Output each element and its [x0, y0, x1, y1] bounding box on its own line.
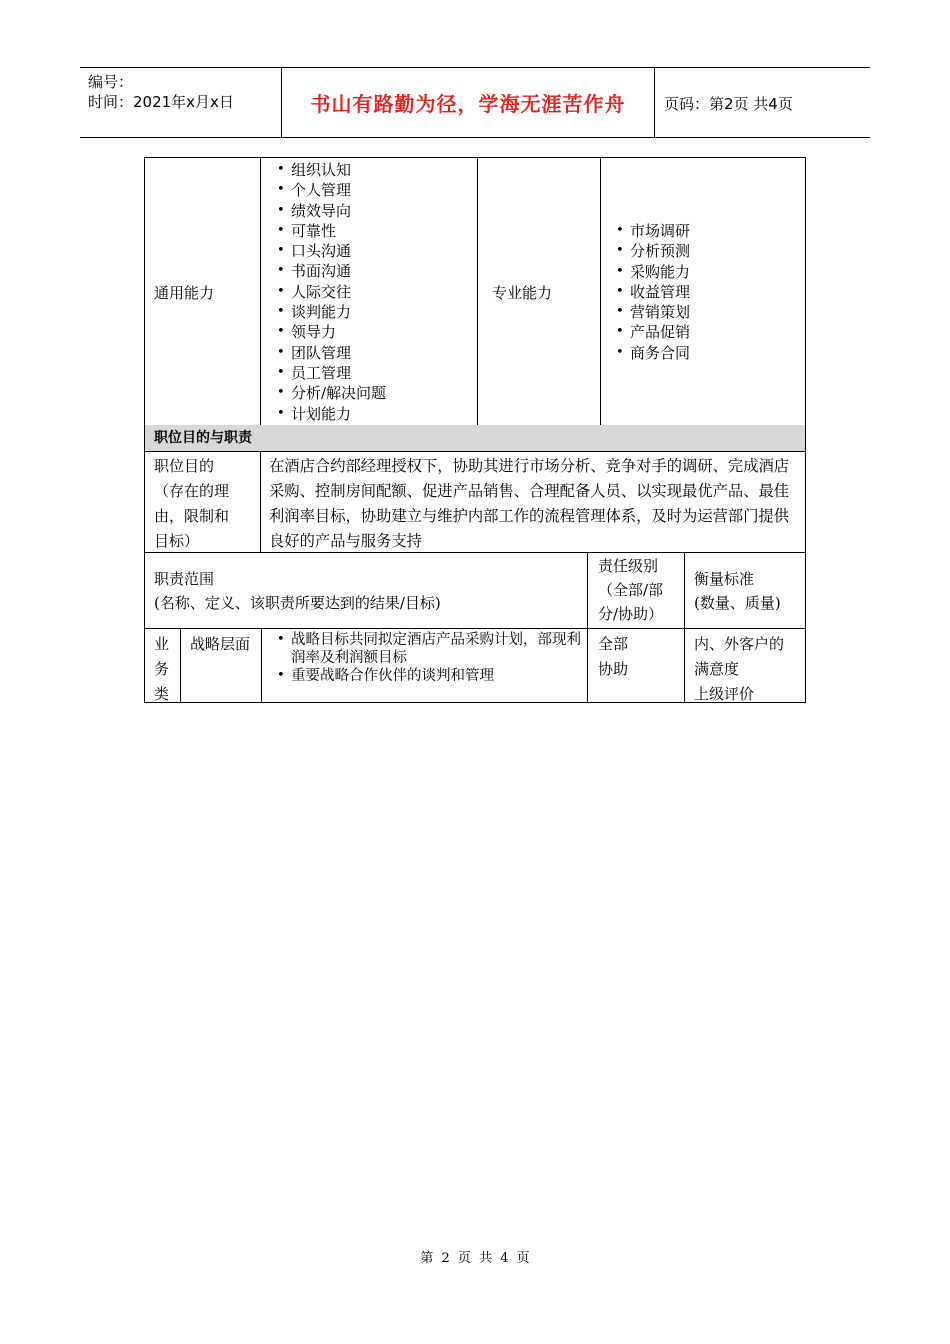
- responsibility-level-header: [588, 554, 684, 626]
- header-page-info: 页码：第2页 共4页: [664, 95, 793, 113]
- general-competency-item: • 计划能力: [275, 404, 386, 424]
- duty-item: • 战略目标共同拟定酒店产品采购计划，部现利润率及利润额目标: [275, 631, 585, 667]
- purpose-label-line: （存在的理: [154, 482, 230, 500]
- page-header: [80, 67, 870, 138]
- measure-standard-header: [694, 567, 781, 615]
- document-time-label: 时间：2021年x月x日: [88, 93, 234, 111]
- duty-measure: [694, 632, 784, 707]
- duty-measure-line: 上级评价: [694, 685, 755, 703]
- table-rule: [477, 158, 478, 425]
- professional-competency-item: • 市场调研: [614, 221, 690, 241]
- duty-scope-title: 职责范围: [154, 570, 215, 588]
- header-motto: 书山有路勤为径，学海无涯苦作舟: [310, 92, 626, 116]
- table-rule: [145, 628, 805, 629]
- table-rule: [600, 158, 601, 425]
- responsibility-level-line: （全部/部: [598, 581, 664, 599]
- page-footer: 第 2 页 共 4 页: [420, 1251, 530, 1266]
- general-competency-item: • 团队管理: [275, 343, 386, 363]
- duty-scope-header: [154, 567, 441, 615]
- header-meta: [88, 72, 234, 112]
- professional-competency-list: [614, 221, 690, 363]
- header-divider: [654, 68, 655, 137]
- job-description-table: [144, 157, 806, 703]
- general-competency-list: [275, 160, 386, 424]
- general-competency-item: • 可靠性: [275, 221, 386, 241]
- table-rule: [261, 628, 262, 703]
- professional-competency-item: • 商务合同: [614, 343, 690, 363]
- measure-standard-line: 衡量标准: [694, 570, 755, 588]
- general-competency-label: 通用能力: [154, 284, 215, 302]
- purpose-text: 在酒店合约部经理授权下，协助其进行市场分析、竞争对手的调研、完成酒店采购、控制房间配额、促进产品销售、合理配备人员、以实现最优产品、最佳利润率目标，协助建立与维护内部工作的流程管理体系，及时为运营部门提供良好的产品与服务支持: [269, 457, 790, 550]
- responsibility-level-line: 分/协助）: [598, 605, 664, 623]
- professional-competency-item: • 分析预测: [614, 241, 690, 261]
- professional-competency-item: • 采购能力: [614, 262, 690, 282]
- responsibility-level-line: 责任级别: [598, 557, 659, 575]
- duty-category-char: 务: [154, 660, 170, 678]
- professional-competency-item: • 收益管理: [614, 282, 690, 302]
- purpose-label-line: 职位目的: [154, 457, 215, 475]
- table-rule: [180, 628, 181, 703]
- duty-category: [154, 632, 169, 707]
- measure-standard-line: (数量、质量): [694, 594, 781, 612]
- duty-measure-line: 内、外客户的: [694, 635, 785, 653]
- duty-responsibility-line: 全部: [598, 635, 629, 653]
- general-competency-item: • 员工管理: [275, 363, 386, 383]
- professional-competency-label: 专业能力: [492, 284, 553, 302]
- professional-competency-item: • 产品促销: [614, 322, 690, 342]
- general-competency-item: • 口头沟通: [275, 241, 386, 261]
- duty-scope-subtitle: (名称、定义、该职责所要达到的结果/目标): [154, 594, 441, 612]
- duty-items-list: [275, 631, 585, 685]
- general-competency-item: • 分析/解决问题: [275, 383, 386, 403]
- purpose-label-line: 由，限制和: [154, 507, 230, 525]
- section-header: 职位目的与职责: [145, 425, 805, 451]
- purpose-label-line: 目标）: [154, 532, 200, 550]
- duty-category-char: 业: [154, 635, 170, 653]
- table-rule: [145, 451, 805, 452]
- general-competency-item: • 个人管理: [275, 180, 386, 200]
- general-competency-item: • 绩效导向: [275, 201, 386, 221]
- document-number-label: 编号：: [88, 73, 134, 91]
- table-rule: [260, 451, 261, 552]
- duty-level-name: 战略层面: [190, 635, 251, 653]
- general-competency-item: • 谈判能力: [275, 302, 386, 322]
- general-competency-item: • 领导力: [275, 322, 386, 342]
- professional-competency-item: • 营销策划: [614, 302, 690, 322]
- duty-item: • 重要战略合作伙伴的谈判和管理: [275, 667, 585, 685]
- table-rule: [684, 552, 685, 703]
- general-competency-item: • 书面沟通: [275, 261, 386, 281]
- duty-responsibility: [598, 632, 628, 682]
- purpose-label: [154, 454, 258, 554]
- general-competency-item: • 人际交往: [275, 282, 386, 302]
- duty-category-char: 类: [154, 685, 170, 703]
- general-competency-item: • 组织认知: [275, 160, 386, 180]
- table-rule: [260, 158, 261, 425]
- duty-measure-line: 满意度: [694, 660, 740, 678]
- duty-responsibility-line: 协助: [598, 660, 629, 678]
